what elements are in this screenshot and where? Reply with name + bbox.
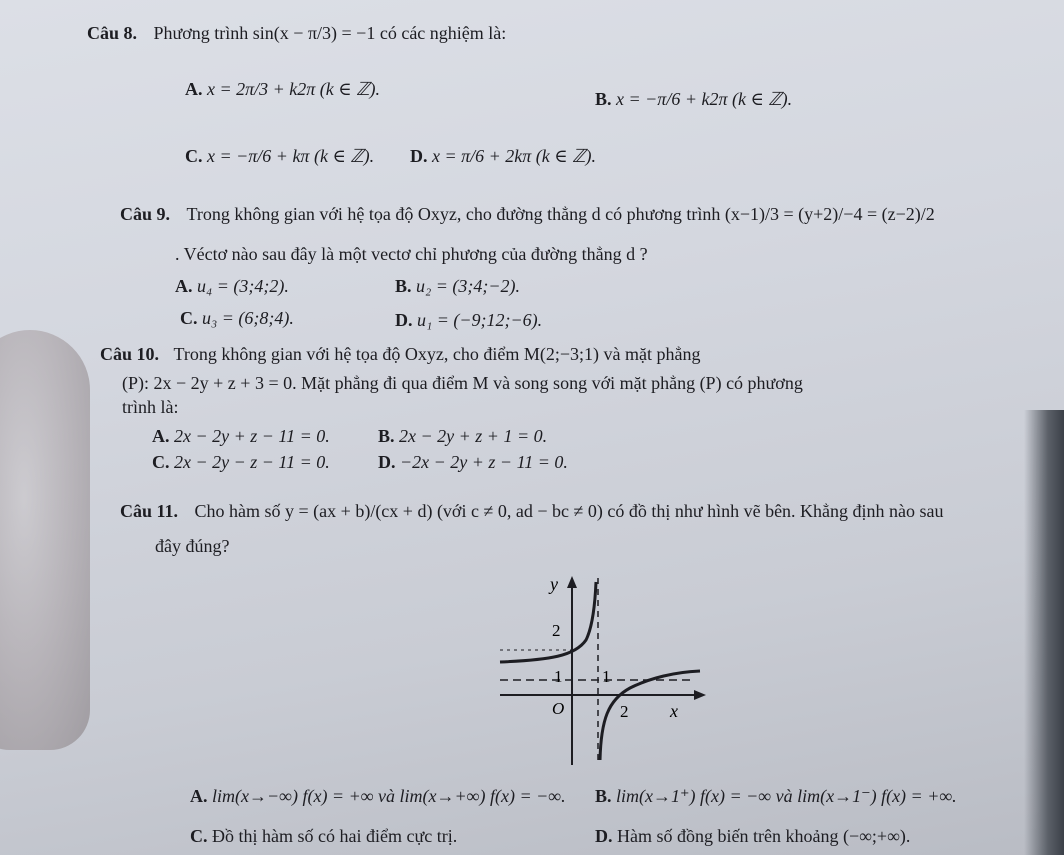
q9-a-text: u₄ = (3;4;2). [197, 276, 289, 296]
q10-text3: trình là: [122, 397, 179, 417]
q9-b-text: u₂ = (3;4;−2). [416, 276, 521, 296]
q11-d-letter: D. [595, 826, 613, 846]
q11-c-letter: C. [190, 826, 208, 846]
q8-a-text: x = 2π/3 + k2π (k ∈ ℤ). [207, 79, 381, 99]
q9-option-b [395, 275, 520, 297]
q11-label: Câu 11. [120, 501, 179, 521]
q8-option-c [185, 145, 374, 167]
tick-y2-label: 2 [552, 621, 561, 640]
q10-d-letter: D. [378, 452, 396, 472]
q10-stem [100, 343, 700, 365]
q10-b-text: 2x − 2y + z + 1 = 0. [399, 426, 548, 446]
q11-text2: đây đúng? [155, 536, 230, 556]
q11-d-text: Hàm số đồng biến trên khoảng (−∞;+∞). [617, 826, 911, 846]
q10-option-b [378, 425, 547, 447]
q8-b-text: x = −π/6 + k2π (k ∈ ℤ). [616, 89, 793, 109]
q9-label: Câu 9. [120, 204, 171, 224]
q8-d-letter: D. [410, 146, 428, 166]
y-axis-label: y [550, 574, 558, 594]
q10-label: Câu 10. [100, 344, 160, 364]
q9-text2: . Véctơ nào sau đây là một vectơ chỉ phương của đường thẳng d ? [175, 244, 648, 264]
q9-text1: Trong không gian với hệ tọa độ Oxyz, cho đường thẳng d có phương trình (x−1)/3 = (y+2)/−4 = (z−2)/2 [186, 204, 935, 224]
q10-b-letter: B. [378, 426, 395, 446]
q11-text1: Cho hàm số y = (ax + b)/(cx + d) (với c ≠ 0, ad − bc ≠ 0) có đồ thị như hình vẽ bên. Khẳng định nào sau [194, 501, 944, 521]
q10-d-text: −2x − 2y + z − 11 = 0. [400, 452, 568, 472]
q10-c-letter: C. [152, 452, 170, 472]
q11-b-text: lim(x→1⁺) f(x) = −∞ và lim(x→1⁻) f(x) = +∞. [616, 786, 957, 806]
q9-option-c [180, 307, 294, 329]
q11-c-text: Đồ thị hàm số có hai điểm cực trị. [212, 826, 458, 846]
q9-d-text: u₁ = (−9;12;−6). [417, 310, 543, 330]
q9-stem [120, 203, 935, 225]
q8-label: Câu 8. [87, 23, 138, 43]
x-axis-label: x [670, 701, 678, 721]
q9-c-letter: C. [180, 308, 198, 328]
q9-a-letter: A. [175, 276, 193, 296]
q8-option-b [595, 88, 792, 110]
q10-a-text: 2x − 2y + z − 11 = 0. [174, 426, 330, 446]
q11-option-c [190, 825, 457, 847]
q10-text2: (P): 2x − 2y + z + 3 = 0. Mặt phẳng đi qua điểm M và song song với mặt phẳng (P) có phương [122, 373, 803, 393]
q8-text: Phương trình sin(x − π/3) = −1 có các nghiệm là: [153, 23, 507, 43]
q10-option-d [378, 451, 568, 473]
q8-c-letter: C. [185, 146, 203, 166]
q9-b-letter: B. [395, 276, 412, 296]
q11-option-b [595, 785, 957, 807]
x-axis-arrow [694, 690, 706, 700]
q9-option-d [395, 309, 542, 331]
y-axis-arrow [567, 576, 577, 588]
q9-c-text: u₃ = (6;8;4). [202, 308, 294, 328]
q8-option-d [410, 145, 596, 167]
right-branch [600, 671, 700, 760]
q10-c-text: 2x − 2y − z − 11 = 0. [174, 452, 330, 472]
tick-x2-label: 2 [620, 702, 629, 721]
q10-option-c [152, 451, 330, 473]
page-edge-shadow [1024, 410, 1064, 855]
q8-option-a [185, 78, 380, 100]
q8-a-letter: A. [185, 79, 203, 99]
q9-d-letter: D. [395, 310, 413, 330]
q9-option-a [175, 275, 289, 297]
tick-y1-label: 1 [554, 667, 563, 686]
q8-b-letter: B. [595, 89, 612, 109]
q8-c-text: x = −π/6 + kπ (k ∈ ℤ). [207, 146, 375, 166]
q11-option-a [190, 785, 566, 807]
origin-label: O [552, 699, 565, 718]
function-graph [490, 570, 720, 770]
q11-a-letter: A. [190, 786, 208, 806]
q11-option-d [595, 825, 910, 847]
thumb-shadow [0, 330, 90, 750]
q11-b-letter: B. [595, 786, 612, 806]
q11-a-text: lim(x→−∞) f(x) = +∞ và lim(x→+∞) f(x) = −∞. [212, 786, 566, 806]
q8-stem [87, 22, 506, 44]
q10-a-letter: A. [152, 426, 170, 446]
q11-stem [120, 500, 944, 522]
tick-x1-label: 1 [602, 667, 611, 686]
q10-text1: Trong không gian với hệ tọa độ Oxyz, cho điểm M(2;−3;1) và mặt phẳng [173, 344, 701, 364]
q8-d-text: x = π/6 + 2kπ (k ∈ ℤ). [432, 146, 597, 166]
q10-option-a [152, 425, 330, 447]
